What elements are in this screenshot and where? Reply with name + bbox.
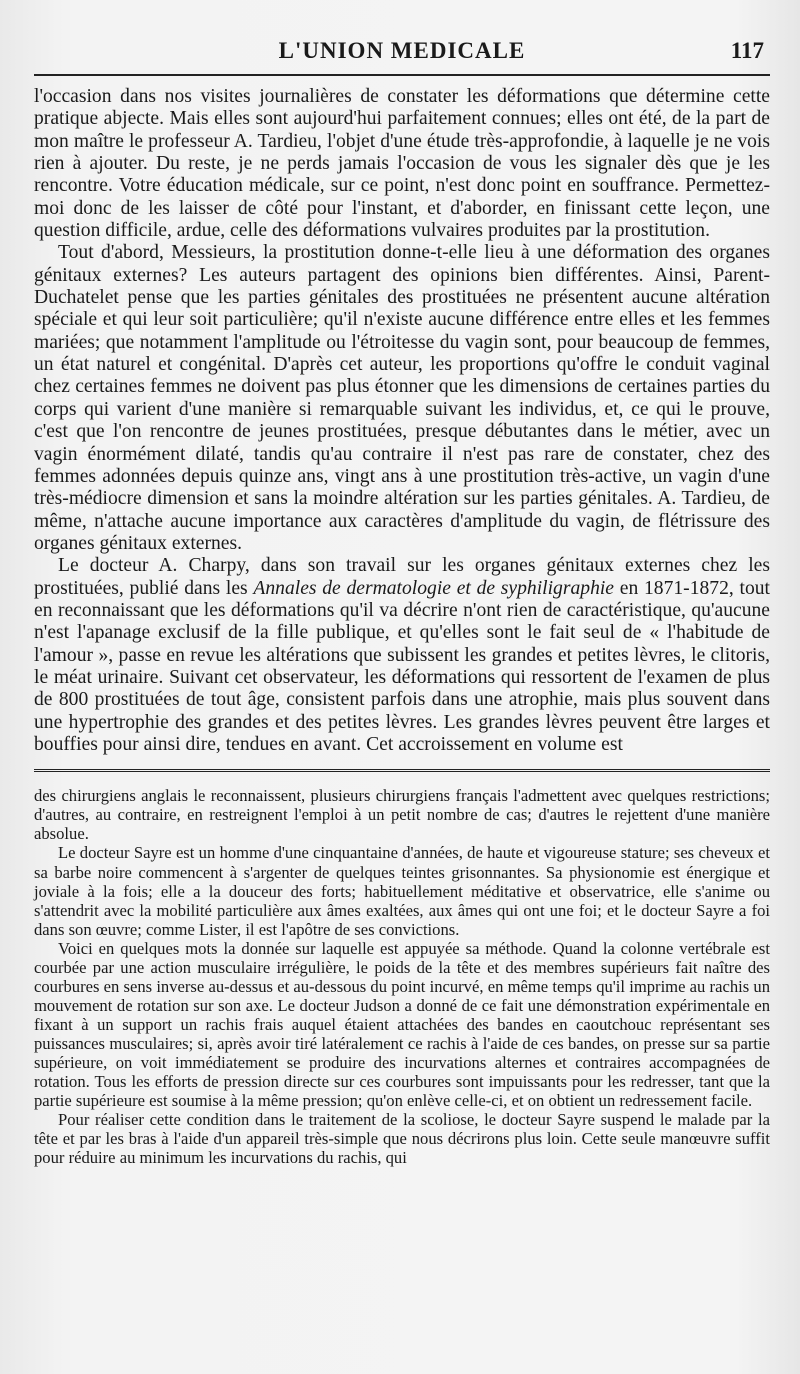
page-number: 117 [730, 38, 764, 63]
footnote-paragraph-3: Voici en quelques mots la donnée sur laquelle est appuyée sa méthode. Quand la colonne vertébrale est courbée par une action musculaire irrégulière, le poids de la tête et des membres supérieurs fait naître des courbures en sens inverse au-dessus et au-dessous du point incurvé, en même temps qu'il imprime au rachis un mouvement de rotation sur son axe. Le docteur Judson a donné de ce fait une démonstration expérimentale en fixant à un support un rachis frais auquel étaient attachées des bandes en caoutchouc représentant ses puissances musculaires; si, après avoir tiré latéralement ce rachis à l'aide de ces bandes, on presse sur sa partie supérieure, on voit immédiatement se produire des incurvations alternes et contraires accompagnées de rotation. Tous les efforts de pression directe sur ces courbures sont impuissants pour les redresser, tant que la partie supérieure est soumise à la même pression; qu'on enlève celle-ci, et on obtient un redressement facile. [34, 938, 770, 1111]
main-paragraph-1: l'occasion dans nos visites journalières de constater les déformations que détermine cette pratique abjecte. Mais elles sont aujourd'hui parfaitement connues; elles ont été, de la part de mon maître le professeur A. Tardieu, l'objet d'une étude très-approfondie, à laquelle je ne vois rien à ajouter. Du reste, je ne perds jamais l'occasion de vous les signaler dès que je les rencontre. Votre éducation médicale, sur ce point, n'est donc point en souffrance. Permettez-moi donc de les laisser de côté pour l'instant, et d'aborder, en finissant cette leçon, une question difficile, ardue, celle des déformations vulvaires produites par la prostitution. [34, 86, 770, 242]
footnotes [34, 786, 770, 1167]
footnote-paragraph-2: Le docteur Sayre est un homme d'une cinquantaine d'années, de haute et vigoureuse stature; ses cheveux et sa barbe noire commencent à s'argenter de quelques teintes grisonnantes. Sa physionomie est énergique et joviale à la fois; elle a la douceur des forts; habituellement méditative et observatrice, elle s'anime ou s'attendrit avec la mobilité particulière aux âmes exaltées, aux âmes qui ont une foi; et le docteur Sayre a foi dans son œuvre; comme Lister, il est l'apôtre de ses convictions. [34, 843, 770, 939]
page-header [34, 30, 770, 70]
footnote-paragraph-4: Pour réaliser cette condition dans le traitement de la scoliose, le docteur Sayre suspend le malade par la tête et par les bras à l'aide d'un appareil très-simple que nous décrirons plus loin. Cette seule manœuvre suffit pour réduire au minimum les incurvations du rachis, qui [34, 1110, 770, 1168]
main-paragraph-2: Tout d'abord, Messieurs, la prostitution donne-t-elle lieu à une déformation des organes génitaux externes? Les auteurs partagent des opinions bien différentes. Ainsi, Parent-Duchatelet pense que les parties génitales des prostituées ne présentent aucune altération spéciale et qui leur soit particulière; qu'il n'existe aucune différence entre elles et les femmes mariées; que notamment l'amplitude ou l'étroitesse du vagin sont, pour beaucoup de femmes, un état naturel et congénital. D'après cet auteur, les proportions qu'offre le conduit vaginal chez certaines femmes ne doivent pas plus étonner que les dimensions de certaines parties du corps qui varient d'une manière si remarquable suivant les individus, et, ce qui le prouve, c'est que l'on rencontre de jeunes prostituées, presque débutantes dans le métier, avec un vagin énormément dilaté, tandis qu'au contraire il n'est pas rare de constater, chez des femmes adonnées depuis quinze ans, vingt ans à une prostitution très-active, un vagin d'une très-médiocre dimension et sans la moindre altération sur les parties génitales. A. Tardieu, de même, n'attache aucune importance aux caractères d'amplitude du vagin, de flétrissure des organes génitaux externes. [34, 242, 770, 554]
paragraph-3-text-before: Le docteur A. Charpy, dans son travail sur les organes génitaux externes chez les prostituées, publié dans les [34, 555, 770, 599]
footnote-paragraph-1: des chirurgiens anglais le reconnaissent, plusieurs chirurgiens français l'admettent avec quelques restrictions; d'autres, au contraire, en restreignent l'emploi à un petit nombre de cas; d'autres le rejettent d'une manière absolue. [34, 786, 770, 844]
footnote-separator [34, 769, 770, 774]
journal-title: Annales de dermatologie et de syphiligraphie [253, 577, 615, 599]
paragraph-3-text-after: en 1871-1872, tout en reconnaissant que les déformations qu'il va décrire n'ont rien de caractéristique, qu'aucune n'est l'apanage exclusif de la fille publique, et qu'elles sont le fait seul de « l'habitude de l'amour », passe en revue les altérations que subissent les grandes et petites lèvres, le clitoris, le méat urinaire. Suivant cet observateur, les déformations qui ressortent de l'examen de plus de 800 prostituées de tout âge, consistent parfois dans une atrophie, mais plus souvent dans une hypertrophie des grandes et des petites lèvres. Les grandes lèvres peuvent être larges et bouffies pour ainsi dire, tendues en avant. Cet accroissement en volume est [34, 577, 770, 755]
main-paragraph-3 [34, 555, 770, 756]
running-title: L'UNION MEDICALE [278, 38, 526, 63]
header-rule [34, 74, 770, 76]
main-text [34, 86, 770, 756]
